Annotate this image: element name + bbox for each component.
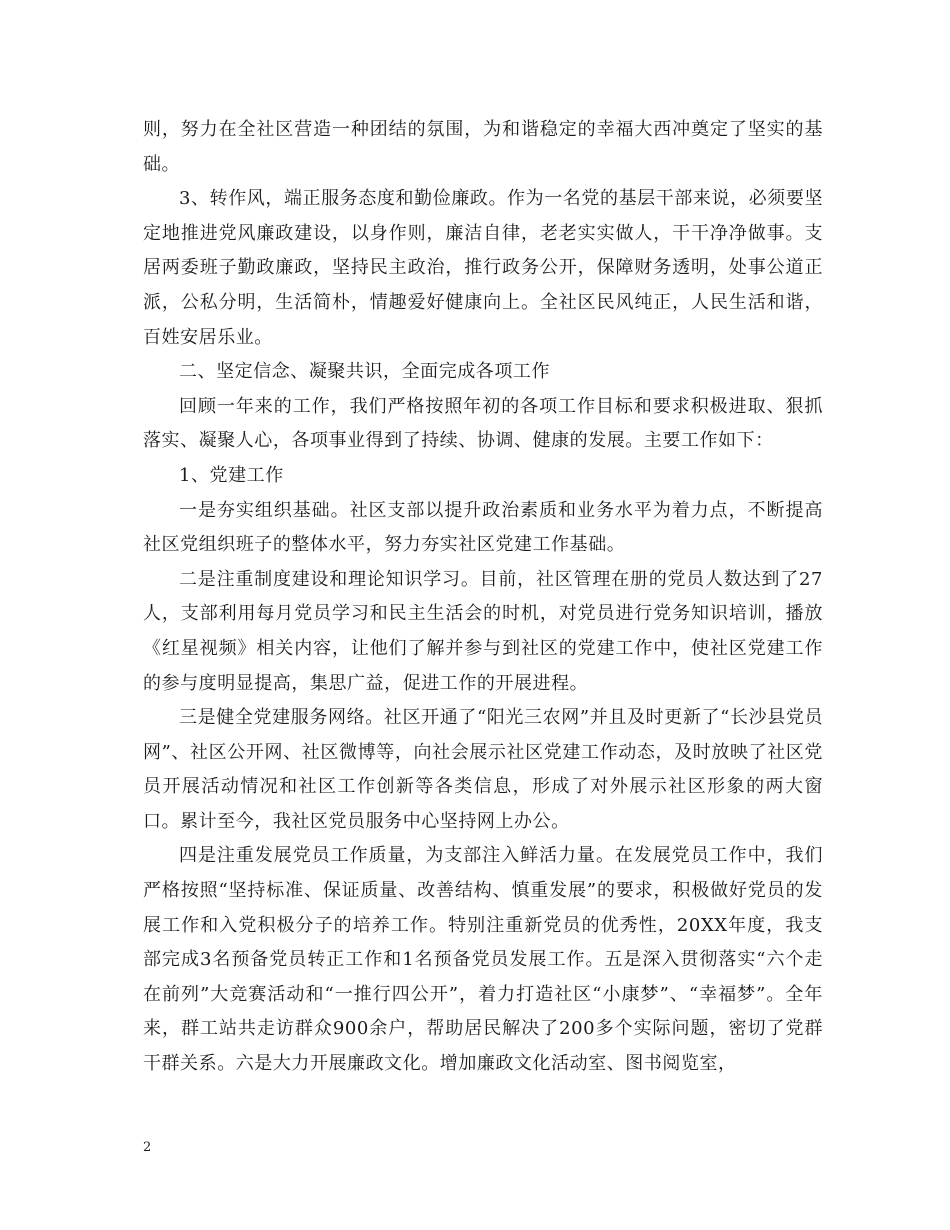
paragraph-continuation: 则，努力在全社区营造一种团结的氛围，为和谐稳定的幸福大西冲奠定了坚实的基础。: [143, 119, 823, 175]
paragraph-member-development: 四是注重发展党员工作质量，为支部注入鲜活力量。在发展党员工作中，我们严格按照“坚持标准、保证质量、改善结构、慎重发展”的要求，积极做好党员的发展工作和入党积极分子的培养工作。特别注重新党员的优秀性，20XX年度，我支部完成3名预备党员转正工作和1名预备党员发展工作。五是深入贯彻落实“六个走在前列”大竞赛活动和“一推行四公开”，着力打造社区“小康梦”、“幸福梦”。全年来，群工站共走访群众900余户，帮助居民解决了200多个实际问题，密切了党群干群关系。六是大力开展廉政文化。增加廉政文化活动室、图书阅览室，: [143, 845, 823, 1075]
paragraph-organization-foundation: 一是夯实组织基础。社区支部以提升政治素质和业务水平为着力点，不断提高社区党组织班子的整体水平，努力夯实社区党建工作基础。: [143, 499, 823, 556]
paragraph-review: 回顾一年来的工作，我们严格按照年初的各项工作目标和要求积极进取、狠抓落实、凝聚人心，各项事业得到了持续、协调、健康的发展。主要工作如下：: [143, 395, 823, 452]
page-number: 2: [143, 1140, 152, 1155]
paragraph-service-network: 三是健全党建服务网络。社区开通了“阳光三农网”并且及时更新了“长沙县党员网”、社区公开网、社区微博等，向社会展示社区党建工作动态，及时放映了社区党员开展活动情况和社区工作创新等各类信息，形成了对外展示社区形象的两大窗口。累计至今，我社区党员服务中心坚持网上办公。: [143, 707, 823, 832]
paragraph-work-style: 3、转作风，端正服务态度和勤俭廉政。作为一名党的基层干部来说，必须要坚定地推进党风廉政建设，以身作则，廉洁自律，老老实实做人，干干净净做事。支居两委班子勤政廉政，坚持民主政治，推行政务公开，保障财务透明，处事公道正派，公私分明，生活简朴，情趣爱好健康向上。全社区民风纯正，人民生活和谐，百姓安居乐业。: [143, 188, 823, 348]
section-heading-beliefs: 二、坚定信念、凝聚共识，全面完成各项工作: [179, 361, 550, 383]
document-body: [143, 113, 823, 1082]
paragraph-system-building: 二是注重制度建设和理论知识学习。目前，社区管理在册的党员人数达到了27人，支部利用每月党员学习和民主生活会的时机，对党员进行党务知识培训，播放《红星视频》相关内容，让他们了解并参与到社区的党建工作中，使社区党建工作的参与度明显提高，集思广益，促进工作的开展进程。: [143, 568, 823, 694]
subheading-party-building: 1、党建工作: [179, 464, 284, 486]
